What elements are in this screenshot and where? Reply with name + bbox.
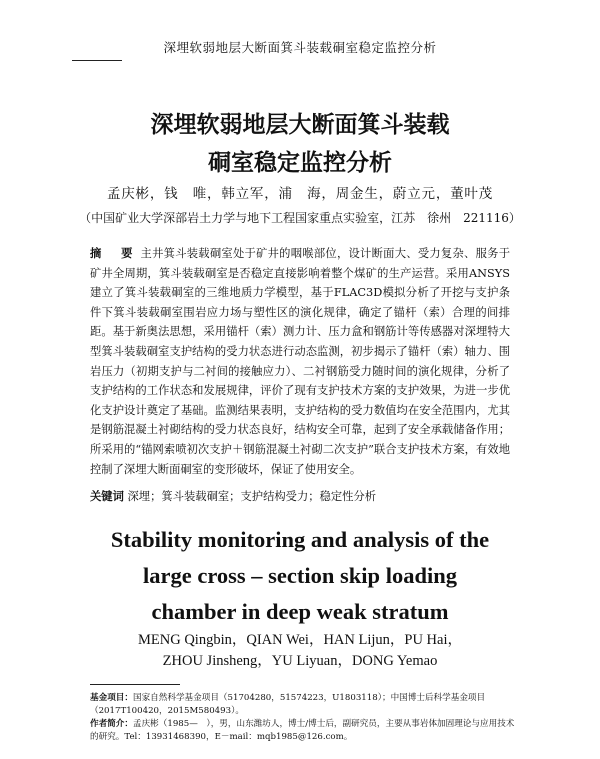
- chinese-affiliation: （中国矿业大学深部岩土力学与地下工程国家重点实验室，江苏 徐州 221116）: [79, 211, 521, 225]
- abstract-text: 主井箕斗装载硐室处于矿井的咽喉部位，设计断面大、受力复杂、服务于矿井全周期，箕斗装载硐室是否稳定直接影响着整个煤矿的生产运营。采用ANSYS建立了箕斗装载硐室的三维地质力学模型，基于FLAC3D模拟分析了开挖与支护条件下箕斗装载硐室围岩应力场与塑性区的演化规律，确定了锚杆（索）合理的间排距。基于新奥法思想，采用锚杆（索）测力计、压力盒和钢筋计等传感器对深埋特大型箕斗装载硐室支护结构的受力状态进行动态监测，初步揭示了锚杆（索）轴力、围岩压力（初期支护与二衬间的接触应力）、二衬钢筋受力随时间的演化规律，分析了支护结构的工作状态和发展规律，评价了现有支护技术方案的支护效果，为进一步优化支护设计奠定了基础。监测结果表明，支护结构的受力数值均在安全范围内，尤其是钢筋混凝土衬砌结构的受力状态良好，结构安全可靠，起到了安全承载储备作用；所采用的“锚网索喷初次支护＋钢筋混凝土衬砌二次支护”联合支护技术方案，有效地控制了深埋大断面硐室的变形破坏，保证了使用安全。: [90, 247, 510, 476]
- header-rule: [72, 60, 122, 61]
- fund-label: 基金项目：: [90, 693, 133, 703]
- footnotes: [90, 692, 520, 744]
- english-authors-line-2: ZHOU Jinsheng，YU Liyuan，DONG Yemao: [162, 653, 438, 669]
- keywords-label: 关键词: [90, 489, 124, 503]
- english-title-line-3: chamber in deep weak stratum: [151, 599, 449, 624]
- english-authors: [0, 630, 600, 672]
- running-header: 深埋软弱地层大断面箕斗装载硐室稳定监控分析: [163, 40, 437, 55]
- english-title-line-2: large cross – section skip loading: [143, 563, 457, 588]
- chinese-title: [0, 106, 600, 182]
- footnote-rule: [90, 684, 180, 685]
- fund-text: 国家自然科学基金项目（51704280，51574223，U1803118）；中国博士后科学基金项目（2017T100420，2015M580493）。: [90, 693, 486, 716]
- abstract-label: 摘 要: [90, 246, 137, 260]
- english-title-line-1: Stability monitoring and analysis of the: [110, 527, 490, 552]
- english-authors-line-1: MENG Qingbin，QIAN Wei，HAN Lijun，PU Hai，: [138, 632, 462, 648]
- chinese-authors: 孟庆彬，钱 唯，韩立军，浦 海，周金生，蔚立元，董叶茂: [106, 186, 494, 202]
- footnote-fund: [90, 692, 520, 718]
- abstract: [90, 244, 510, 479]
- chinese-title-line-1: 深埋软弱地层大断面箕斗装载: [150, 111, 450, 138]
- english-title: [0, 522, 600, 630]
- chinese-title-line-2: 硐室稳定监控分析: [208, 149, 392, 176]
- author-bio-label: 作者简介：: [90, 719, 133, 729]
- footnote-author: [90, 718, 520, 744]
- author-bio-text: 孟庆彬（1985— ），男，山东潍坊人，博士/博士后，副研究员，主要从事岩体加固理论与应用技术的研究。Tel：13931468390，E－mail：mqb1985@126.com。: [90, 719, 515, 742]
- keywords-text: 深埋；箕斗装载硐室；支护结构受力；稳定性分析: [127, 490, 377, 503]
- keywords: [90, 488, 510, 504]
